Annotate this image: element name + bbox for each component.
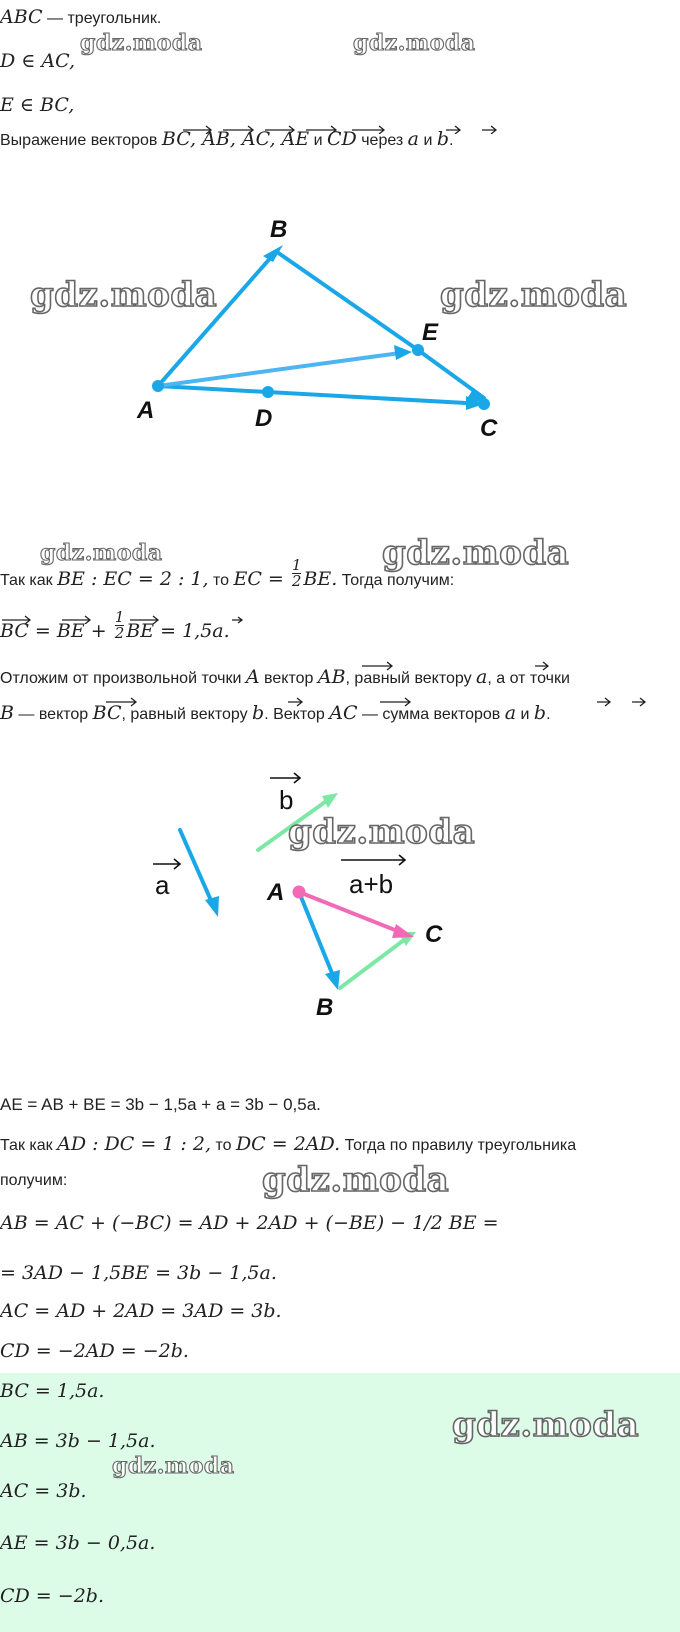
paragraph-line-2: B — вектор BC, равный вектору b. Вектор AC — сумма векторов a и b. [0,702,551,724]
point-a [293,886,306,899]
paragraph-vector-arrows [0,656,680,716]
fig2-label-a: A [267,879,285,906]
answer-ab: AB = 3b − 1,5a. [0,1430,156,1452]
step2-ab-line-1: AB = AC + (−BC) = AD + 2AD + (−BE) − 1/2 BE = [0,1212,499,1234]
fig2-vec-b-label: b [279,785,294,815]
vector-ae [158,353,400,386]
watermark: gdz.moda [30,275,218,315]
watermark: gdz.moda [452,1405,640,1445]
segment-be [277,252,418,350]
step2-cd: CD = −2AD = −2b. [0,1340,189,1362]
vector-bc [340,940,404,988]
answer-cd: CD = −2b. [0,1585,104,1607]
triangle-figure [0,200,680,480]
step2-text-line-2: получим: [0,1172,68,1189]
watermark: gdz.moda [382,533,570,573]
watermark: gdz.moda [112,1453,235,1479]
fig2-label-b: B [316,994,334,1021]
standalone-vector-a [180,830,213,905]
answer-bc: BC = 1,5a. [0,1380,105,1402]
watermark: gdz.moda [353,30,476,56]
step1-vector-arrows [0,610,300,624]
intro-line-4: Выражение векторов BC, AB, AC, AE и CD через a и b. [0,128,454,150]
watermark: gdz.moda [288,812,476,852]
intro-line-1: ABC — треугольник. [0,6,162,28]
vector-ac [158,386,484,404]
watermark: gdz.moda [440,275,628,315]
step1-text: Так как BE : EC = 2 : 1, то EC = $\frac{1}{2}$ BE. Тогда получим: [0,556,455,591]
fig2-label-c: C [425,921,443,948]
intro-line-3: E ∈ BC, [0,94,75,116]
answer-ae: AE = 3b − 0,5a. [0,1532,156,1554]
fig1-label-a: A [137,397,155,424]
watermark: gdz.moda [262,1160,450,1200]
paragraph-line-1: Отложим от произвольной точки A вектор AB, равный вектору a, а от точки [0,666,570,688]
fig1-label-e: E [422,319,439,346]
intro-vector-arrows [0,118,540,134]
step2-ac: AC = AD + 2AD = 3AD = 3b. [0,1300,282,1322]
fig2-vec-a-label: a [155,870,170,900]
step2-ab-line-2: = 3AD − 1,5BE = 3b − 1,5a. [0,1262,277,1284]
fig2-vec-sum-label: a+b [349,869,394,899]
step2-ae: AE = AB + BE = 3b − 1,5a + a = 3b − 0,5a. [0,1095,321,1114]
step1-equation: BC = BE + $\frac{1}{2}$ BE = 1,5a. [0,608,230,643]
fig1-label-c: C [480,415,498,442]
fig1-label-b: B [270,216,288,243]
fig1-label-d: D [255,405,273,432]
answer-ac: AC = 3b. [0,1480,87,1502]
step2-text-line-1: Так как AD : DC = 1 : 2, то DC = 2AD. Тогда по правилу треугольника [0,1133,577,1155]
intro-line-2: D ∈ AC, [0,50,75,72]
vector-sum-figure [0,760,680,1030]
watermark: gdz.moda [80,30,203,56]
watermark: gdz.moda [40,540,163,566]
